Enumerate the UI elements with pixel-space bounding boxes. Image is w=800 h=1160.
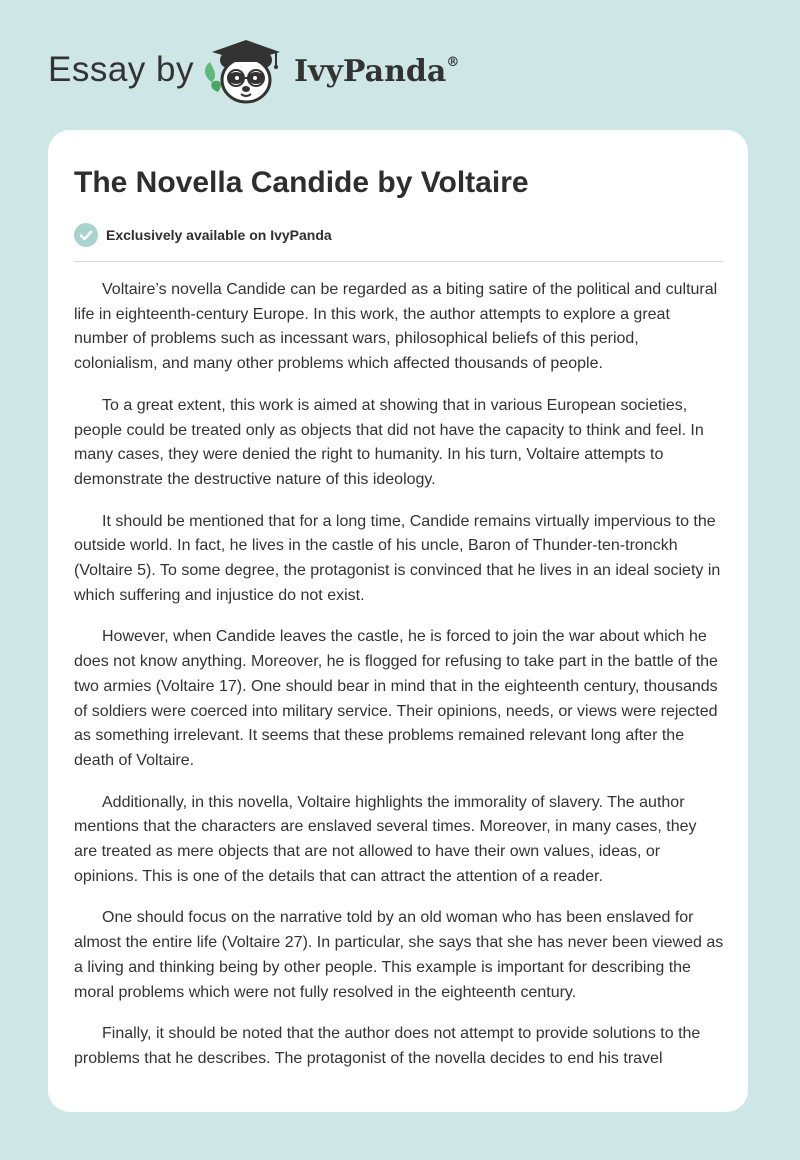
paragraph: To a great extent, this work is aimed at showing that in various European societies, people could be treated only as objects that did not have the capacity to think and feel. In many cases, they were denied the right to humanity. In his turn, Voltaire attempts to demonstrate the destructive nature of this ideology.: [74, 396, 704, 488]
panda-graduate-logo-icon[interactable]: [198, 36, 290, 108]
paragraph: It should be mentioned that for a long time, Candide remains virtually impervious to the outside world. In fact, he lives in the castle of his uncle, Baron of Thunder-ten-tronckh (Voltaire 5). To some degree, the protagonist is convinced that he lives in an ideal society in which suffering and injustice do not exist.: [74, 512, 721, 604]
paragraph: However, when Candide leaves the castle, he is forced to join the war about which he does not know anything. Moreover, he is flogged for refusing to take part in the battle of the two armies (Voltaire 17). One should bear in mind that in the eighteenth century, thousands of soldiers were coerced into military service. Their opinions, needs, or views were rejected as something irrelevant. It seems that these problems remained relevant long after the death of Voltaire.: [74, 628, 718, 769]
brand-prefix: Essay by: [48, 50, 194, 89]
registered-mark: ®: [446, 55, 460, 70]
badge-text: Exclusively available on IvyPanda: [106, 227, 332, 243]
essay-body: [74, 278, 724, 1089]
paragraph: Additionally, in this novella, Voltaire highlights the immorality of slavery. The author mentions that the characters are enslaved several times. Moreover, in many cases, they are treated as mere objects that are not allowed to have their own values, ideas, or opinions. This is one of the details that can attract the attention of a reader.: [74, 793, 697, 885]
check-icon: [74, 223, 98, 247]
exclusive-badge: [74, 222, 332, 248]
paragraph: Finally, it should be noted that the author does not attempt to provide solutions to the problems that he describes. The protagonist of the novella decides to end his travel: [74, 1025, 701, 1067]
paragraph: Voltaire’s novella Candide can be regarded as a biting satire of the political and cultural life in eighteenth-century Europe. In this work, the author attempts to explore a great number of problems such as incessant wars, philosophical beliefs of this period, colonialism, and many other problems which affected thousands of people.: [74, 281, 718, 373]
essay-card: [48, 130, 748, 1112]
site-header: [0, 0, 800, 130]
divider: [74, 261, 723, 262]
paragraph: One should focus on the narrative told by an old woman who has been enslaved for almost the entire life (Voltaire 27). In particular, she says that she has never been viewed as a living and thinking being by other people. This example is important for describing the moral problems which were not fully resolved in the eighteenth century.: [74, 909, 724, 1001]
leaf-icon: [205, 62, 215, 82]
page-title: The Novella Candide by Voltaire: [74, 166, 529, 199]
brand-name[interactable]: IvyPanda®: [294, 54, 460, 89]
